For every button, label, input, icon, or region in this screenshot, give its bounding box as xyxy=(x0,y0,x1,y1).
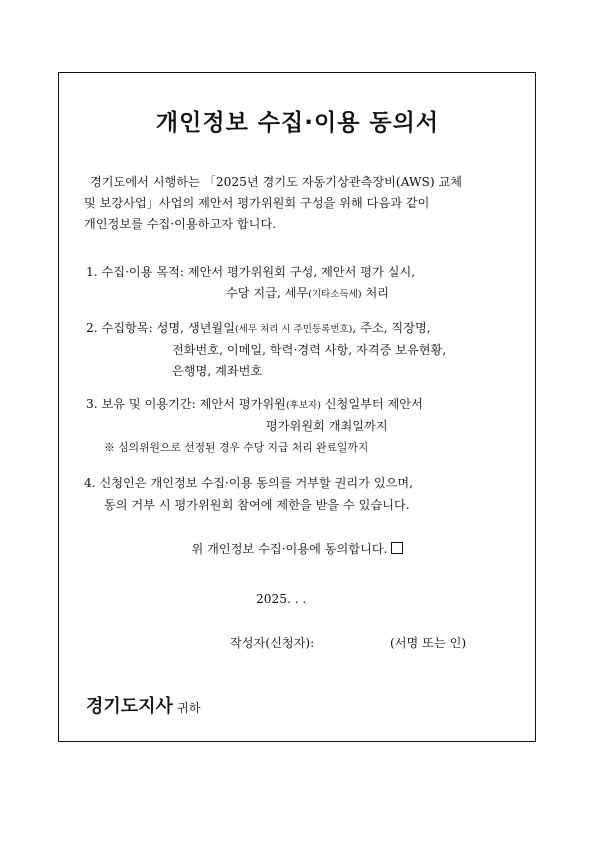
period-line-1: 제안서 평가위원 xyxy=(199,397,286,411)
period-item xyxy=(86,394,514,437)
writer-label: 작성자(신청자): xyxy=(230,636,315,650)
intro-line-1: 경기도에서 시행하는 「2025년 경기도 자동기상관측장비(AWS) 교체 xyxy=(90,175,463,189)
agreement-statement xyxy=(0,540,595,557)
intro-line-3: 개인정보를 수집·이용하고자 합니다. xyxy=(84,217,277,231)
intro-line-2: 및 보강사업」사업의 제안서 평가위원회 구성을 위해 다음과 같이 xyxy=(84,196,430,210)
purpose-line-1: 제안서 평가위원회 구성, 제안서 평가 실시, xyxy=(187,265,416,279)
period-candidate-note: (후보자) xyxy=(285,400,321,411)
fields-line-3: 은행명, 계좌번호 xyxy=(172,364,263,378)
intro-paragraph xyxy=(84,172,514,235)
fields-item xyxy=(86,318,514,382)
addressee-name: 경기도지사 xyxy=(86,696,173,717)
date-line: 2025. . . xyxy=(256,592,307,606)
fields-line-1-end: , 주소, 직장명, xyxy=(352,321,431,335)
purpose-tax-note: (기타소득세) xyxy=(308,289,362,300)
period-label: 3. 보유 및 이용기간: xyxy=(86,397,196,411)
period-note: ※ 심의위원으로 선정된 경우 수당 지급 처리 완료일까지 xyxy=(104,441,369,454)
refusal-line-1: 4. 신청인은 개인정보 수집·이용 동의를 거부할 권리가 있으며, xyxy=(84,476,414,490)
addressee xyxy=(86,692,201,718)
period-line-2: 평가위원회 개최일까지 xyxy=(266,419,388,433)
addressee-suffix: 귀하 xyxy=(176,701,201,715)
purpose-label: 1. 수집·이용 목적: xyxy=(86,265,184,279)
document-title: 개인정보 수집·이용 동의서 xyxy=(155,110,440,136)
refusal-line-2: 동의 거부 시 평가위원회 참여에 제한을 받을 수 있습니다. xyxy=(104,498,410,512)
fields-label: 2. 수집항목: xyxy=(86,321,153,335)
purpose-line-2-end: 처리 xyxy=(361,286,389,300)
period-line-1-end: 신청일부터 제안서 xyxy=(320,397,423,411)
purpose-line-2: 수당 지급, 세무 xyxy=(226,286,309,300)
purpose-item xyxy=(86,262,514,305)
agree-checkbox[interactable] xyxy=(391,542,403,554)
fields-line-1: 성명, 생년월일 xyxy=(156,321,235,335)
fields-line-2: 전화번호, 이메일, 학력·경력 사항, 자격증 보유현황, xyxy=(172,343,447,357)
refusal-item xyxy=(84,472,514,516)
signature-label: (서명 또는 인) xyxy=(390,636,467,650)
agreement-text: 위 개인정보 수집·이용에 동의합니다. xyxy=(191,542,388,556)
fields-rrn-note: (세무 처리 시 주민등록번호) xyxy=(234,324,353,335)
